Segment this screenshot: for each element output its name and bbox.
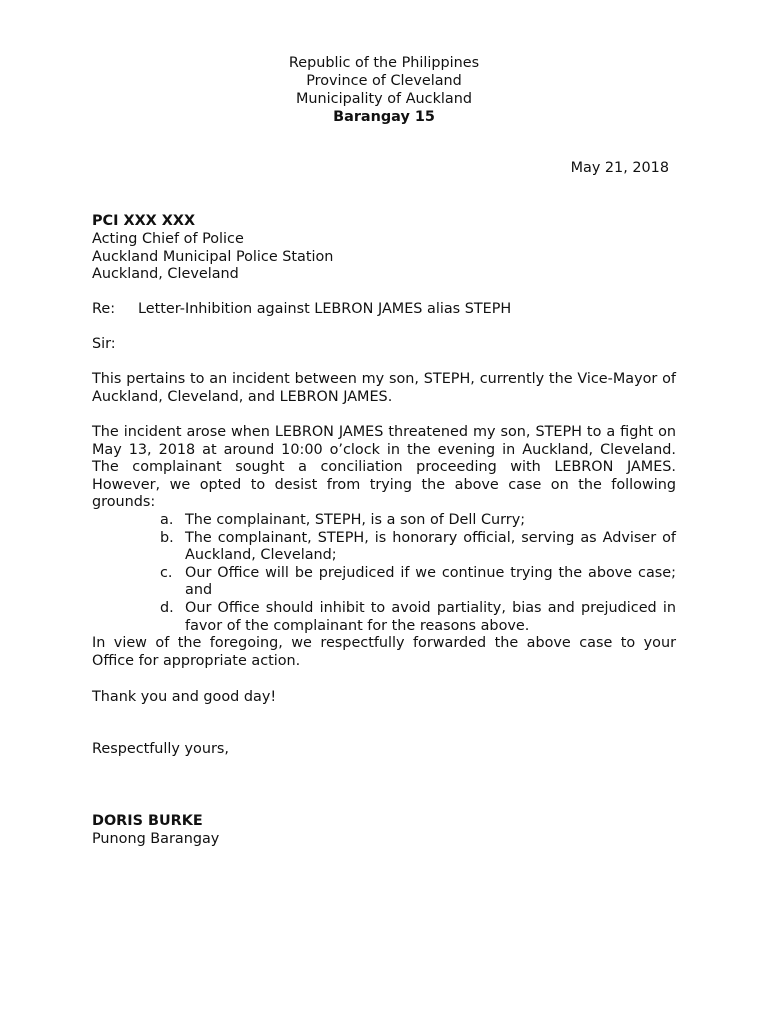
list-marker: c. (160, 564, 173, 581)
subject-label: Re: (92, 301, 116, 317)
list-item (160, 565, 676, 600)
body-paragraph: The incident arose when LEBRON JAMES threatened my son, STEPH to a fight on May 13, 2018 at around 10:00 o’clock in the evening in Auckland, Cleveland. The complainant sought a conciliation proceeding with LEBRON JAMES. However, we opted to desist from trying the above case on the following grounds: (92, 424, 676, 511)
addressee-location: Auckland, Cleveland (92, 266, 239, 283)
list-item-text: The complainant, STEPH, is honorary official, serving as Adviser of Auckland, Cleveland; (185, 529, 676, 564)
list-marker: d. (160, 599, 174, 616)
list-item (160, 600, 676, 635)
letterhead-municipality: Municipality of Auckland (296, 91, 472, 107)
list-item-text: The complainant, STEPH, is a son of Dell Curry; (185, 512, 526, 528)
letter-date: May 21, 2018 (570, 160, 669, 176)
list-item (160, 512, 676, 530)
addressee-block (92, 213, 333, 284)
subject-line (92, 301, 676, 319)
addressee-title: Acting Chief of Police (92, 230, 244, 247)
salutation: Sir: (92, 336, 116, 352)
list-item-text: Our Office should inhibit to avoid partiality, bias and prejudiced in favor of the complainant for the reasons above. (185, 599, 676, 634)
subject-text: Letter-Inhibition against LEBRON JAMES alias STEPH (138, 301, 512, 317)
letterhead-province: Province of Cleveland (306, 73, 462, 89)
body-paragraph: In view of the foregoing, we respectfully forwarded the above case to your Office for appropriate action. (92, 635, 676, 669)
addressee-office: Auckland Municipal Police Station (92, 248, 334, 265)
signatory-title: Punong Barangay (92, 831, 220, 847)
list-item-text: Our Office will be prejudiced if we continue trying the above case; and (185, 564, 676, 599)
list-marker: b. (160, 529, 174, 546)
list-item (160, 530, 676, 565)
thanks-line: Thank you and good day! (92, 689, 277, 705)
letterhead-country: Republic of the Philippines (288, 55, 480, 71)
addressee-name: PCI XXX XXX (92, 213, 196, 229)
list-marker: a. (160, 512, 174, 528)
letterhead (0, 54, 768, 126)
body-paragraph: This pertains to an incident between my son, STEPH, currently the Vice-Mayor of Auckland, Cleveland, and LEBRON JAMES. (92, 371, 676, 405)
grounds-list (160, 512, 676, 635)
signatory-name: DORIS BURKE (92, 813, 203, 829)
signature-block (92, 812, 219, 848)
letterhead-barangay: Barangay 15 (333, 109, 435, 125)
complimentary-close: Respectfully yours, (92, 741, 229, 757)
